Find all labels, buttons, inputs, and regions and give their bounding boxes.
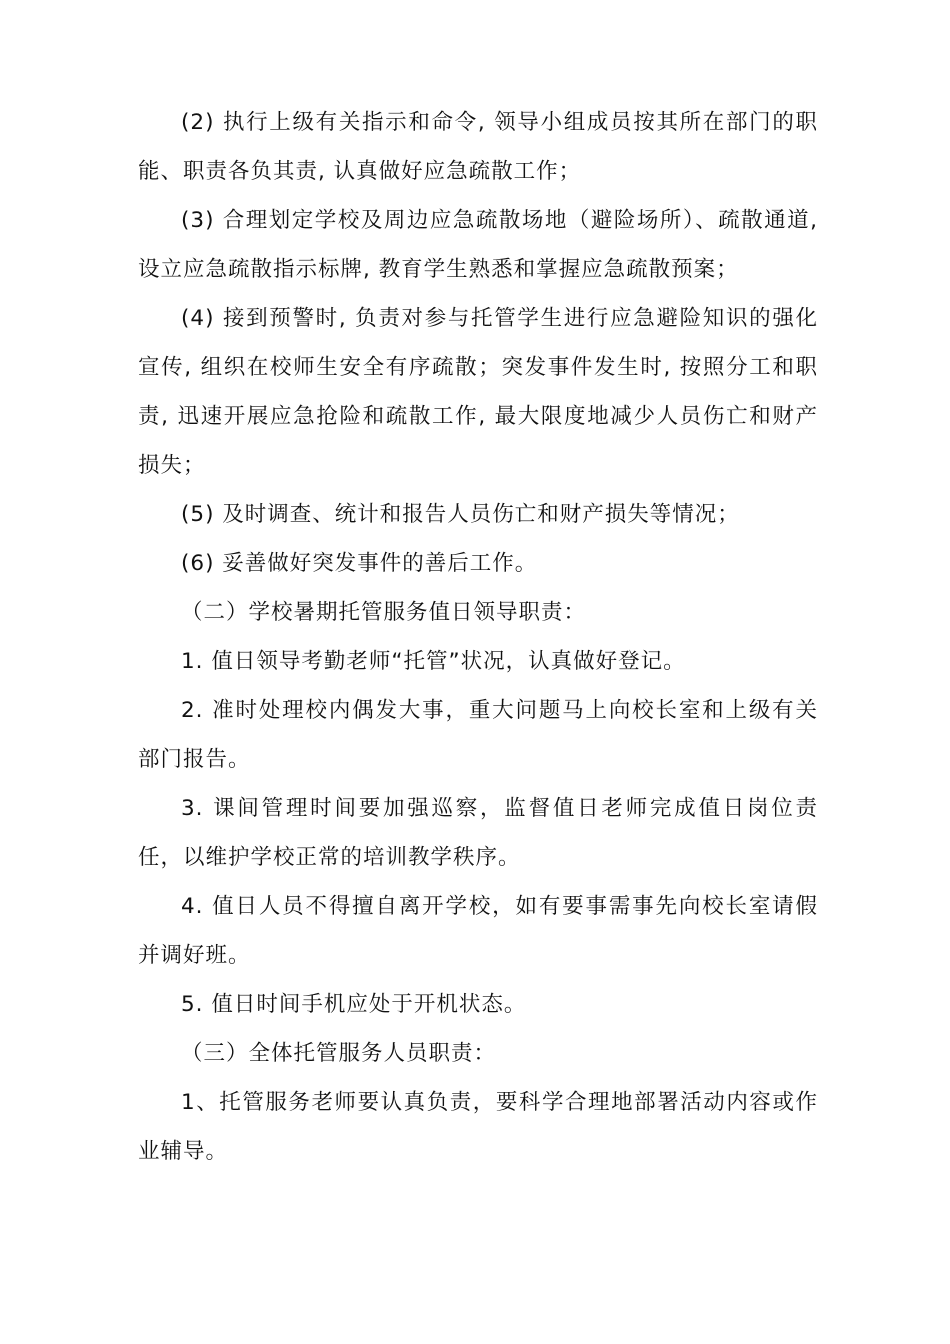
duty-leader-item-1: 1. 值日领导考勤老师“托管”状况，认真做好登记。 xyxy=(181,649,686,674)
paragraph-item-5: (5) 及时调查、统计和报告人员伤亡和财产损失等情况； xyxy=(181,502,740,527)
duty-leader-item-4: 4. 值日人员不得擅自离开学校，如有要事需事先向校长室请假并调好班。 xyxy=(138,894,818,968)
section-heading-duty-leader: （二）学校暑期托管服务值日领导职责： xyxy=(181,600,587,625)
duty-leader-item-2: 2. 准时处理校内偶发大事，重大问题马上向校长室和上级有关部门报告。 xyxy=(138,698,818,772)
paragraph-item-3: (3) 合理划定学校及周边应急疏散场地（避险场所）、疏散通道, 设立应急疏散指示标牌, 教育学生熟悉和掌握应急疏散预案； xyxy=(138,208,818,282)
paragraph-item-2: (2) 执行上级有关指示和命令, 领导小组成员按其所在部门的职能、职责各负其责, 认真做好应急疏散工作； xyxy=(138,110,818,184)
paragraph-item-4: (4) 接到预警时, 负责对参与托管学生进行应急避险知识的强化宣传, 组织在校师生安全有序疏散；突发事件发生时, 按照分工和职责, 迅速开展应急抢险和疏散工作, 最大限度地减少人员伤亡和财产损失； xyxy=(138,306,818,478)
all-staff-item-1: 1、托管服务老师要认真负责，要科学合理地部署活动内容或作业辅导。 xyxy=(138,1090,818,1164)
duty-leader-item-3: 3. 课间管理时间要加强巡察，监督值日老师完成值日岗位责任，以维护学校正常的培训教学秩序。 xyxy=(138,796,818,870)
section-heading-all-staff: （三）全体托管服务人员职责： xyxy=(181,1041,497,1066)
paragraph-item-6: (6) 妥善做好突发事件的善后工作。 xyxy=(181,551,538,576)
document-page xyxy=(138,98,818,1176)
duty-leader-item-5: 5. 值日时间手机应处于开机状态。 xyxy=(181,992,527,1017)
